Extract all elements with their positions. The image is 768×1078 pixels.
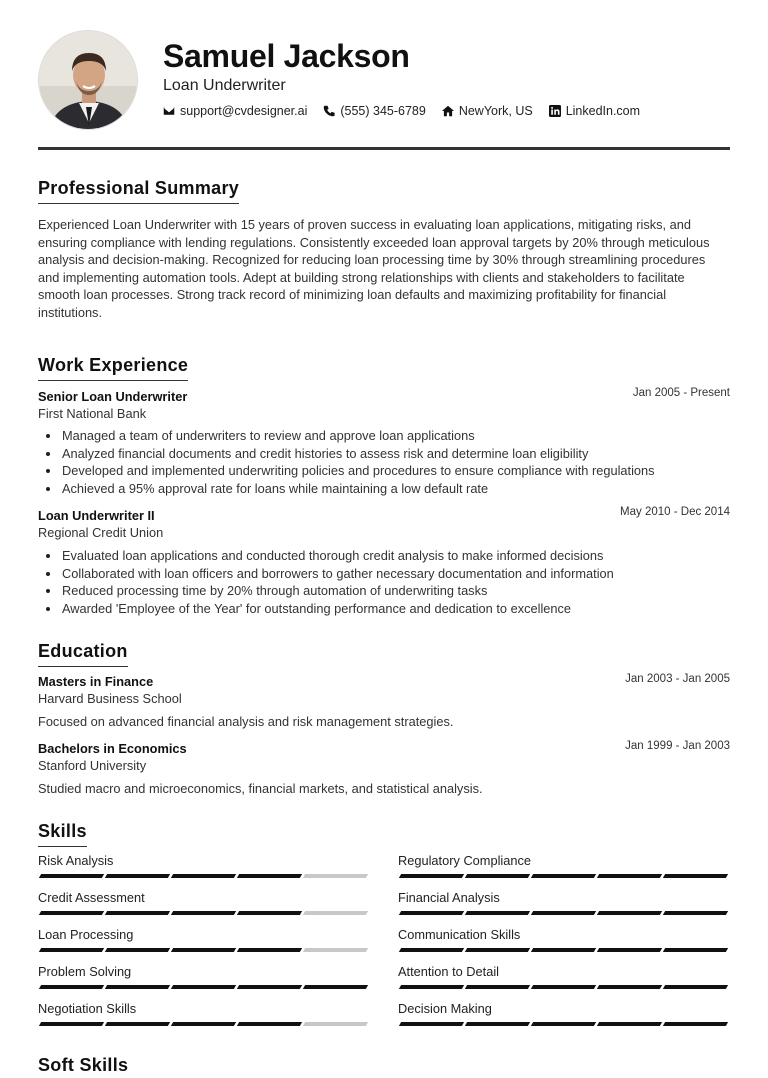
skill-level-segment (663, 948, 728, 952)
list-item: Managed a team of underwriters to review and approve loan applications (62, 427, 730, 445)
skill-level-segment (171, 1022, 236, 1026)
avatar (38, 30, 138, 130)
skill-level-segment (303, 874, 368, 878)
skill-label: Risk Analysis (38, 853, 114, 868)
home-icon (442, 105, 454, 117)
skill-level-meter (38, 874, 369, 879)
skill-level-segment (399, 1022, 464, 1026)
skill-level-segment (465, 1022, 530, 1026)
list-item: Awarded 'Employee of the Year' for outstanding performance and dedication to excellence (62, 600, 730, 618)
skill-level-meter (398, 911, 729, 916)
experience-heading: Work Experience (38, 355, 188, 381)
contact-row (163, 104, 640, 118)
skill-item (38, 853, 369, 883)
skill-level-segment (597, 948, 662, 952)
phone-icon (323, 105, 335, 117)
skill-level-segment (663, 911, 728, 915)
skill-label: Decision Making (398, 1001, 492, 1016)
skill-level-segment (531, 911, 596, 915)
skill-level-segment (663, 985, 728, 989)
skill-item (38, 964, 369, 994)
skill-item (398, 964, 729, 994)
summary-text: Experienced Loan Underwriter with 15 years of proven success in evaluating loan applications, mitigating risks, and ensuring compliance with lending regulations. Consistently exceeded loan approval targets by 20% through meticulous analysis and decision-making. Recognized for reducing loan processing time by 30% through streamlining procedures and implementing automation tools. Adept at building strong relationships with clients and stakeholders to facilitate smooth loan processes. Strong track record of minimizing loan defaults and maximizing profitability for financial institutions. (38, 217, 710, 320)
degree-dates: Jan 1999 - Jan 2003 (625, 740, 730, 752)
skill-level-segment (399, 948, 464, 952)
header-divider (38, 147, 730, 150)
skill-level-segment (399, 985, 464, 989)
location-text: NewYork, US (458, 104, 533, 118)
skill-label: Regulatory Compliance (398, 853, 532, 868)
skill-level-segment (465, 911, 530, 915)
linkedin-text: LinkedIn.com (565, 104, 641, 118)
skill-level-segment (171, 874, 236, 878)
job-bullets (62, 547, 730, 617)
profile-photo (39, 31, 138, 130)
skill-level-segment (399, 874, 464, 878)
degree-description: Focused on advanced financial analysis and risk management strategies. (38, 714, 454, 729)
envelope-icon (163, 105, 175, 117)
degree-title: Bachelors in Economics (38, 741, 187, 756)
list-item: Developed and implemented underwriting policies and procedures to ensure compliance with regulations (62, 462, 730, 480)
skill-label: Attention to Detail (398, 964, 500, 979)
school-name: Stanford University (38, 758, 147, 773)
skill-label: Financial Analysis (398, 890, 500, 905)
job-company: Regional Credit Union (38, 525, 164, 540)
skill-level-segment (531, 948, 596, 952)
skill-level-segment (39, 985, 104, 989)
contact-linkedin[interactable] (549, 104, 640, 118)
school-name: Harvard Business School (38, 691, 182, 706)
skill-level-segment (237, 911, 302, 915)
linkedin-icon (549, 105, 561, 117)
skill-item (398, 927, 729, 957)
skill-item (398, 890, 729, 920)
list-item: Evaluated loan applications and conducted thorough credit analysis to make informed decisions (62, 547, 730, 565)
candidate-name: Samuel Jackson (163, 38, 410, 74)
skill-level-meter (398, 874, 729, 879)
phone-text: (555) 345-6789 (340, 104, 426, 118)
skill-level-segment (105, 948, 170, 952)
contact-email[interactable] (163, 104, 307, 118)
contact-phone[interactable] (323, 104, 425, 118)
job-company: First National Bank (38, 406, 147, 421)
skill-level-segment (237, 1022, 302, 1026)
skill-level-segment (39, 1022, 104, 1026)
skill-level-segment (663, 1022, 728, 1026)
job-bullets (62, 427, 730, 497)
skill-level-segment (399, 911, 464, 915)
skill-level-segment (465, 985, 530, 989)
skill-item (398, 853, 729, 883)
degree-description: Studied macro and microeconomics, financial markets, and statistical analysis. (38, 781, 483, 796)
summary-heading: Professional Summary (38, 178, 239, 204)
degree-dates: Jan 2003 - Jan 2005 (625, 673, 730, 685)
job-title: Senior Loan Underwriter (38, 389, 188, 404)
skill-level-segment (597, 911, 662, 915)
skill-item (38, 1001, 369, 1031)
skill-item (398, 1001, 729, 1031)
skill-label: Credit Assessment (38, 890, 145, 905)
skill-item (38, 890, 369, 920)
skill-level-segment (597, 1022, 662, 1026)
job-dates: May 2010 - Dec 2014 (620, 506, 730, 518)
skill-level-segment (105, 911, 170, 915)
contact-location (442, 104, 533, 118)
job-dates: Jan 2005 - Present (632, 387, 730, 399)
skill-level-segment (465, 948, 530, 952)
skill-level-meter (38, 948, 369, 953)
skill-level-segment (531, 874, 596, 878)
skill-level-segment (237, 948, 302, 952)
list-item: Collaborated with loan officers and borrowers to gather necessary documentation and information (62, 565, 730, 583)
skill-level-segment (105, 985, 170, 989)
job-title: Loan Underwriter II (38, 508, 155, 523)
candidate-role: Loan Underwriter (163, 77, 286, 94)
skill-level-segment (303, 985, 368, 989)
degree-title: Masters in Finance (38, 674, 154, 689)
list-item: Analyzed financial documents and credit histories to assess risk and determine loan eligibility (62, 445, 730, 463)
skill-level-segment (303, 1022, 368, 1026)
skill-level-segment (531, 1022, 596, 1026)
skill-level-segment (105, 1022, 170, 1026)
skill-level-meter (398, 948, 729, 953)
skill-level-meter (38, 985, 369, 990)
skill-level-segment (597, 985, 662, 989)
skill-level-meter (38, 911, 369, 916)
skill-item (38, 927, 369, 957)
skill-level-segment (171, 948, 236, 952)
education-heading: Education (38, 641, 128, 667)
resume-header (38, 30, 730, 130)
skill-level-meter (398, 985, 729, 990)
skill-level-segment (303, 948, 368, 952)
skill-level-segment (171, 911, 236, 915)
list-item: Achieved a 95% approval rate for loans while maintaining a low default rate (62, 480, 730, 498)
email-text: support@cvdesigner.ai (180, 104, 308, 118)
skill-level-segment (663, 874, 728, 878)
skill-label: Negotiation Skills (38, 1001, 137, 1016)
skill-level-meter (38, 1022, 369, 1027)
skill-level-segment (39, 874, 104, 878)
skill-label: Problem Solving (38, 964, 132, 979)
skill-level-segment (39, 911, 104, 915)
skill-level-segment (597, 874, 662, 878)
skill-level-segment (237, 985, 302, 989)
skill-level-segment (465, 874, 530, 878)
skill-level-segment (531, 985, 596, 989)
skill-level-meter (398, 1022, 729, 1027)
skill-level-segment (105, 874, 170, 878)
skill-level-segment (237, 874, 302, 878)
skill-level-segment (303, 911, 368, 915)
skill-label: Communication Skills (398, 927, 521, 942)
skill-level-segment (171, 985, 236, 989)
skills-heading: Skills (38, 821, 87, 847)
list-item: Reduced processing time by 20% through automation of underwriting tasks (62, 582, 730, 600)
skill-level-segment (39, 948, 104, 952)
skill-label: Loan Processing (38, 927, 134, 942)
soft-skills-heading: Soft Skills (38, 1055, 128, 1078)
